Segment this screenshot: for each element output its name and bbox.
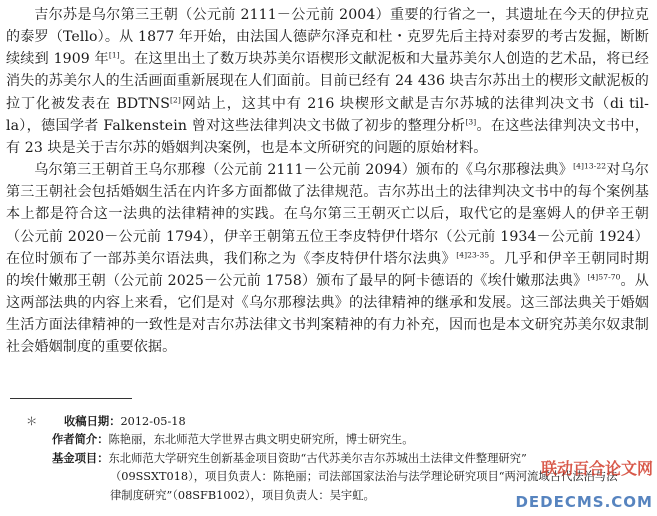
fund-line-1: 东北师范大学研究生创新基金项目资助“古代苏美尔吉尔苏城出土法律文件整理研究” <box>108 451 527 465</box>
text-run: 吉尔苏是乌尔第三王朝（公元前 2111－公元前 2004）重要的行省之一，其遗址在今天的伊拉克的泰罗（Tello）。从 1877 年开始，由法国人德萨尔泽克和杜・克罗先后主持对泰罗的考古发掘，断断续续到 1909 年 <box>6 7 649 68</box>
received-date-value: 2012-05-18 <box>120 415 186 428</box>
watermark-cn: 联动百合论文网 <box>540 459 653 478</box>
text-run: 对乌尔第三王朝社会包括婚姻生活在内许多方面都做了法律规范。吉尔苏出土的法律判决文书中的每个案例基本上都是符合这一法典的法律精神的实践。在乌尔第三王朝灭亡以后，取代它的是塞姆人的伊辛王朝（公元前 2020－公元前 1794），伊辛王朝第五位王李皮特伊什塔尔（公元前 1934－公元前 1924）在位时颁布了一部苏美尔语法典，我们称之为《李皮特伊什塔尔法典》 <box>6 162 649 267</box>
citation-ref: [2] <box>170 94 181 104</box>
fund-note <box>28 450 643 468</box>
fund-label: 基金项目： <box>52 451 109 465</box>
article-body <box>6 4 649 359</box>
fund-line-3: 律制度研究”（08SFB1002），项目负责人：吴宇虹。 <box>110 488 375 502</box>
text-run: 。从这两部法典的内容上来看，它们是对《乌尔那穆法典》的法律精神的继承和发展。这三部法典关于婚姻生活方面法律精神的一致性是对吉尔苏法律文书判案精神的有力补充，因而也是本文研究苏美尔奴隶制社会婚姻制度的重要依据。 <box>6 272 649 356</box>
citation-ref: [1] <box>108 50 120 60</box>
text-run: 。在这里出土了数万块苏美尔语楔形文献泥板和大量苏美尔人创造的艺术品，将已经消失的苏美尔人的生活画面重新展现在人们面前。目前已经有 24 436 块吉尔苏出土的楔形文献泥板的拉丁化被发表在 BDTNS <box>6 51 649 112</box>
paragraph-1 <box>6 4 649 159</box>
text-run: 网站上，这其中有 216 块楔形文献是吉尔苏城的法律判决文书（di til-la），德国学者 Falkenstein 曾对这些法律判决文书做了初步的整理分析 <box>6 95 649 134</box>
text-run: 。几乎和伊辛王朝同时期的埃什嫩那王朝（公元前 2025－公元前 1758）颁布了最早的阿卡德语的《埃什嫩那法典》 <box>6 250 649 289</box>
footnote-divider <box>10 398 132 399</box>
text-run: 乌尔第三王朝首王乌尔那穆（公元前 2111－公元前 2094）颁布的《乌尔那穆法典》 <box>34 162 574 179</box>
citation-ref: [4]13-22 <box>573 161 607 171</box>
citation-ref: [4]23-35 <box>456 250 490 260</box>
footnote-star: ＊ <box>26 415 38 428</box>
received-date-label: 收稿日期： <box>64 415 121 428</box>
footnotes <box>28 413 643 505</box>
author-note <box>28 431 643 449</box>
author-value: 陈艳丽，东北师范大学世界古典文明史研究所，博士研究生。 <box>108 433 414 447</box>
fund-line-2: （09SSXT018），项目负责人：陈艳丽；司法部国家法治与法学理论研究项目“两河流域古代法治与法 <box>110 470 618 484</box>
citation-ref: [3] <box>465 117 477 127</box>
author-label: 作者简介： <box>52 433 109 447</box>
text-run: 。在这些法律判决文书中，有 23 块是关于吉尔苏的婚姻判决案例，也是本文所研究的问题的原始材料。 <box>6 117 649 156</box>
watermark-en: DEDECMS.COM <box>515 493 653 511</box>
citation-ref: [4]57-70 <box>587 272 621 282</box>
paragraph-2 <box>6 159 649 358</box>
received-date-note <box>28 413 643 431</box>
